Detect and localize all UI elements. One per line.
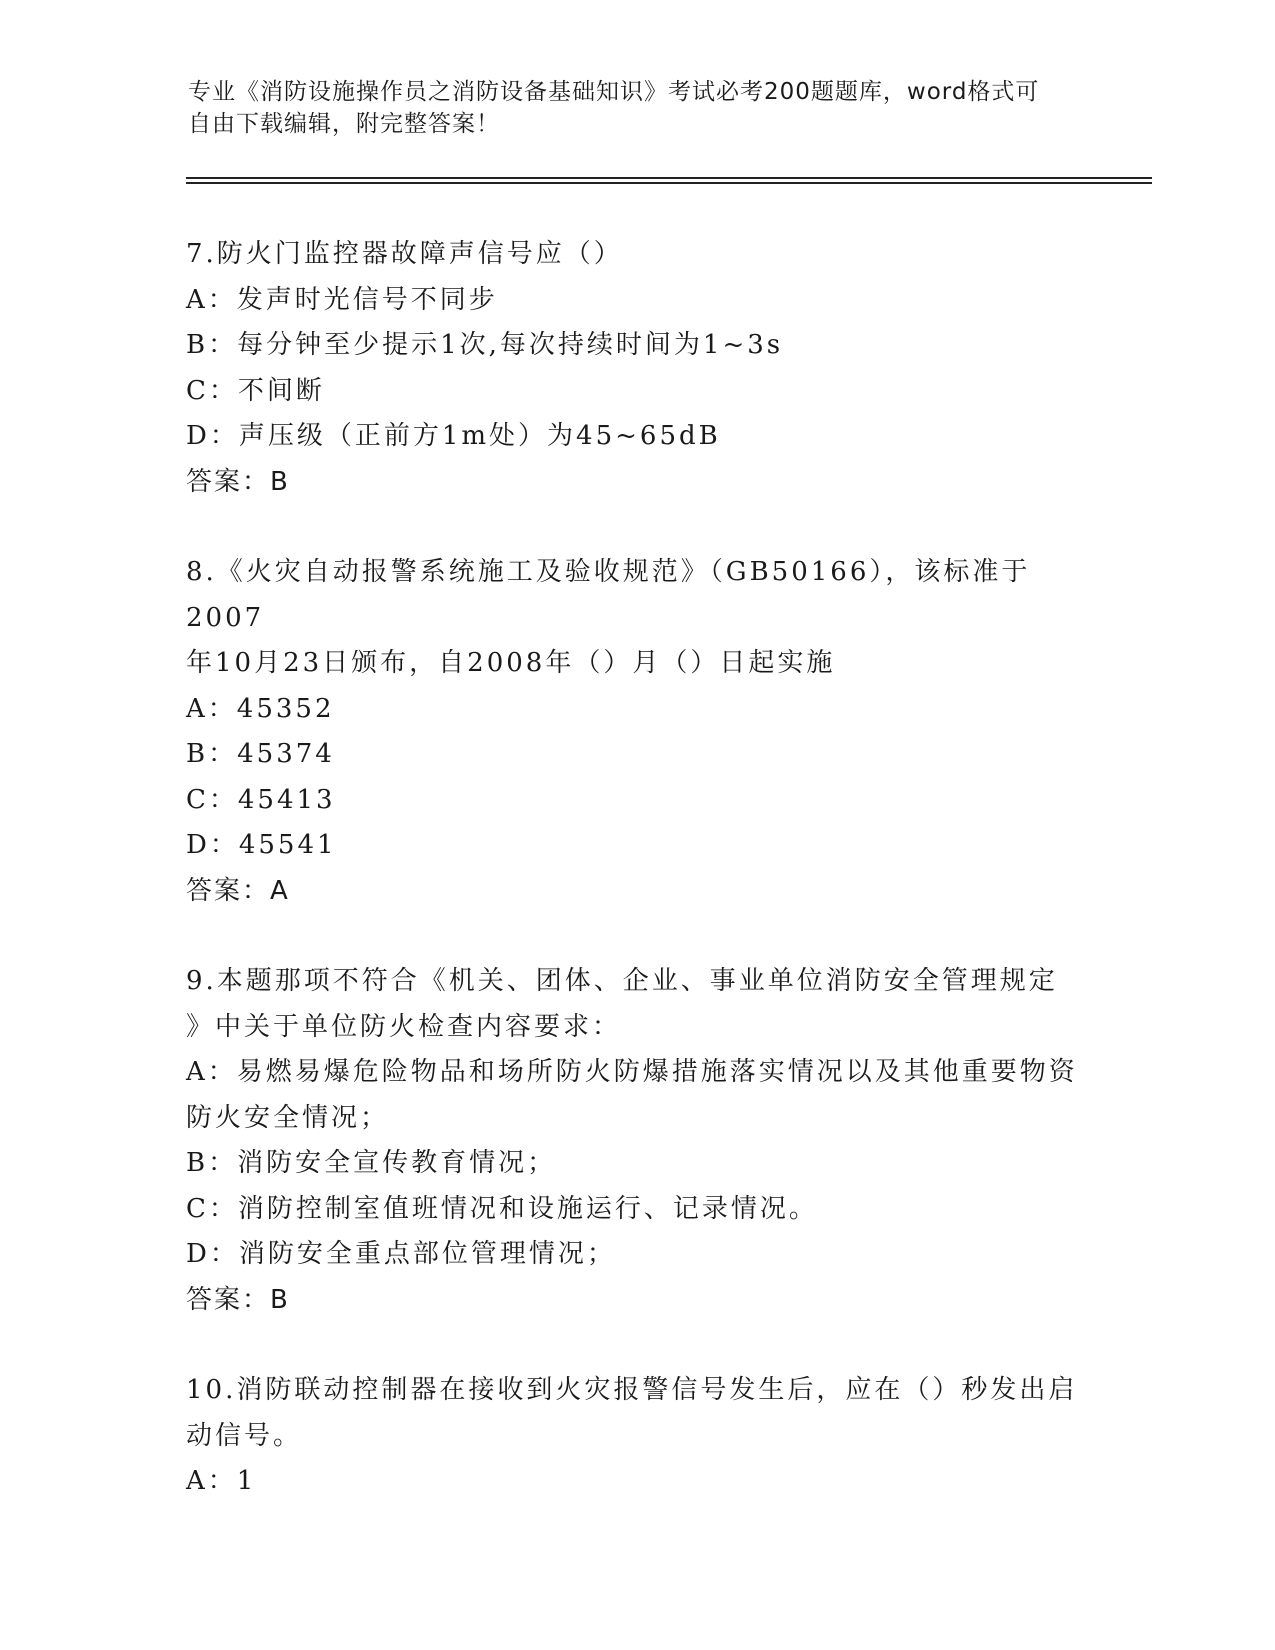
header-line-2: 自由下载编辑，附完整答案！: [188, 111, 500, 137]
answer-label: 答案：B: [186, 466, 290, 497]
option-a: A：易燃易爆危险物品和场所防火防爆措施落实情况以及其他重要物资: [186, 1057, 1078, 1087]
question-stem: 9.本题那项不符合《机关、团体、企业、事业单位消防安全管理规定: [186, 966, 1058, 996]
header-divider-top: [186, 177, 1152, 179]
question-stem: 7.防火门监控器故障声信号应（）: [186, 239, 623, 269]
option-b: B：每分钟至少提示1次,每次持续时间为1~3s: [186, 330, 784, 360]
question-stem-continued: 动信号。: [186, 1420, 303, 1451]
option-a: A：发声时光信号不同步: [186, 284, 498, 315]
option-c: C：不间断: [186, 375, 325, 406]
question-7: [186, 232, 1086, 505]
option-c: C：45413: [186, 784, 336, 815]
question-stem: 8.《火灾自动报警系统施工及验收规范》（GB50166），该标准于2007: [186, 557, 1031, 633]
header-divider-bottom: [186, 182, 1152, 184]
option-a: A：1: [186, 1466, 257, 1496]
option-c: C：消防控制室值班情况和设施运行、记录情况。: [186, 1193, 818, 1224]
option-a-continued: 防火安全情况；: [186, 1102, 390, 1133]
question-stem-continued: 年10月23日颁布，自2008年（）月（）日起实施: [186, 648, 836, 678]
option-d: D：45541: [186, 830, 337, 860]
header-line-1: 专业《消防设施操作员之消防设备基础知识》考试必考200题题库，word格式可: [188, 79, 1040, 105]
option-a: A：45352: [186, 693, 335, 724]
question-8: [186, 550, 1086, 914]
question-stem: 10.消防联动控制器在接收到火灾报警信号发生后，应在（）秒发出启: [186, 1375, 1078, 1405]
question-10: [186, 1368, 1086, 1505]
answer-label: 答案：A: [186, 875, 290, 906]
question-9: [186, 959, 1086, 1323]
option-d: D：消防安全重点部位管理情况；: [186, 1239, 616, 1269]
question-stem-continued: 》中关于单位防火检查内容要求：: [186, 1011, 622, 1042]
option-d: D：声压级（正前方1m处）为45~65dB: [186, 421, 721, 451]
answer-label: 答案：B: [186, 1284, 290, 1315]
option-b: B：45374: [186, 739, 335, 769]
option-b: B：消防安全宣传教育情况；: [186, 1148, 557, 1178]
question-list: [186, 232, 1086, 1550]
document-header: [188, 76, 1068, 140]
